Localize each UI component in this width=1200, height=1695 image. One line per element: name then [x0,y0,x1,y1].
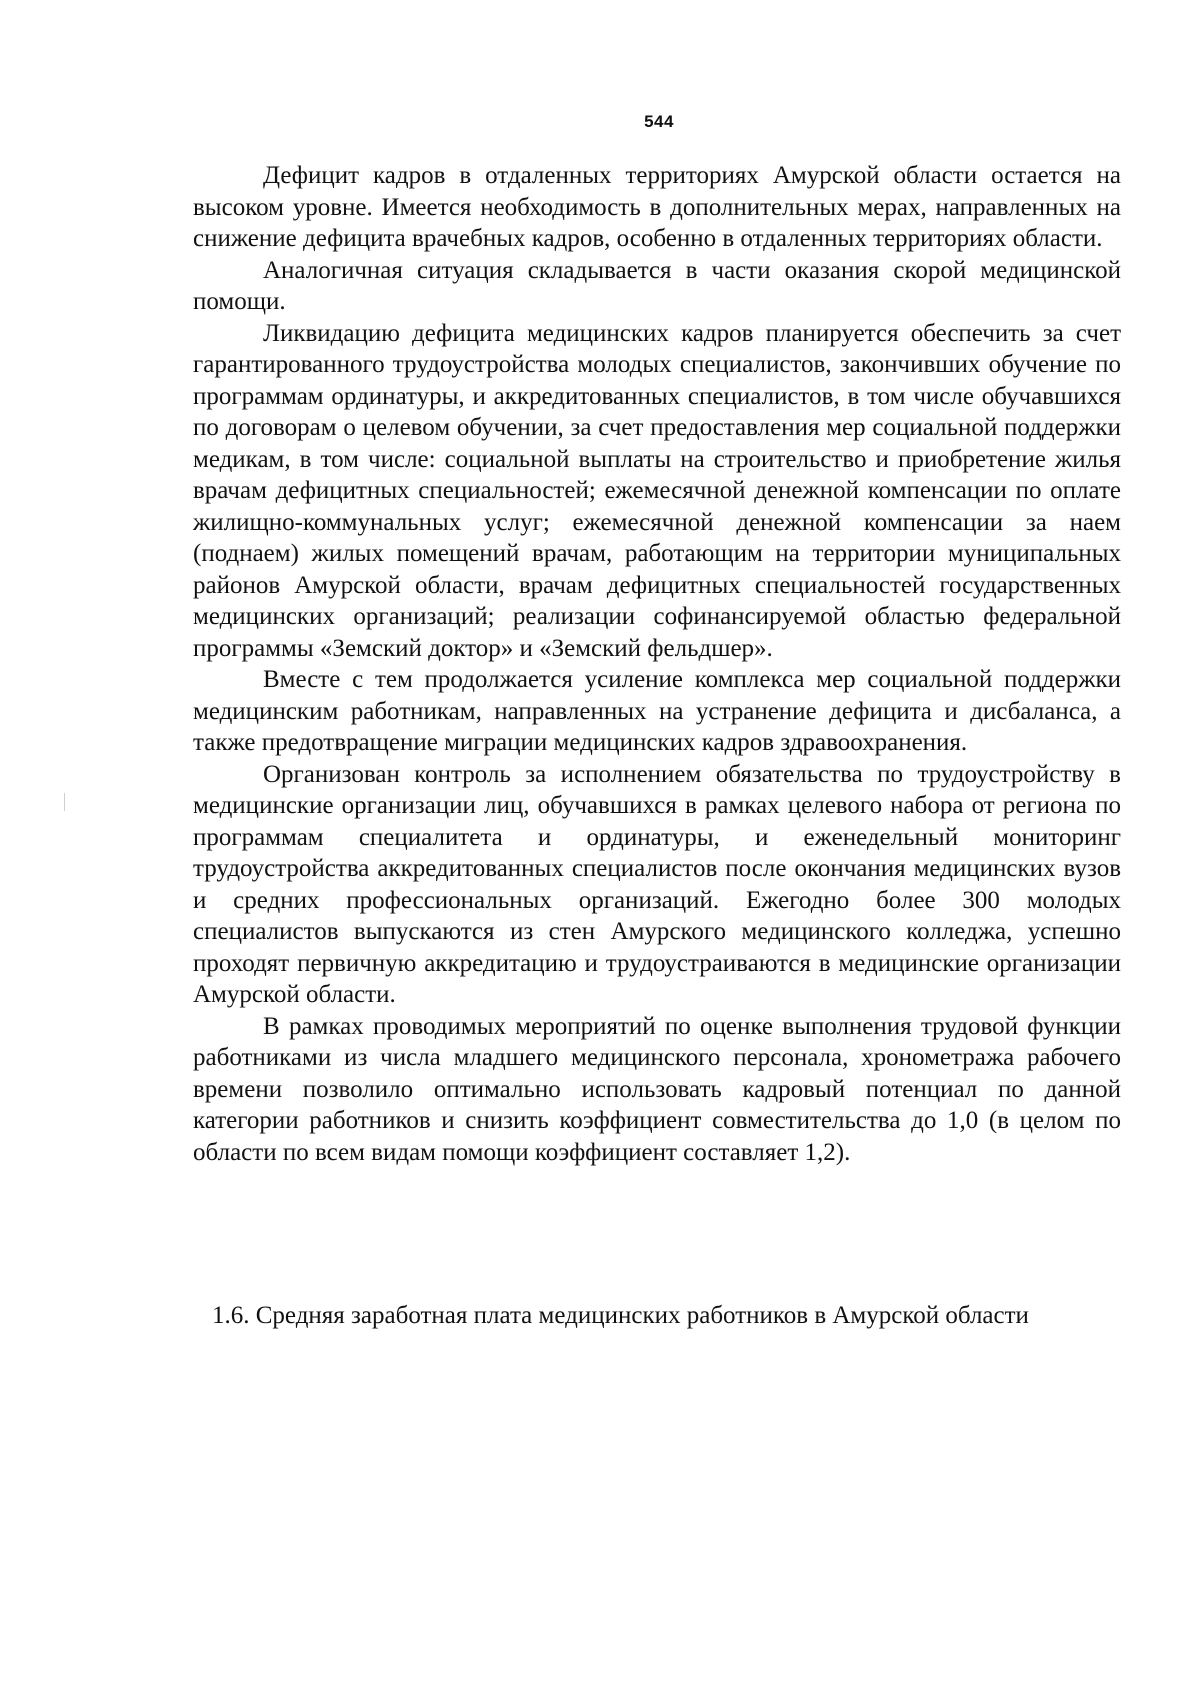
page-number: 544 [644,112,674,131]
paragraph: Аналогичная ситуация складывается в части оказания скорой медицинской помощи. [193,256,1121,315]
scan-artifact [64,793,65,811]
paragraph: Ликвидацию дефицита медицинских кадров планируется обеспечить за счет гарантированного трудоустройства молодых специалистов, закончивших обучение по программам ординатуры, и аккредитованных специалистов, в том числе обучавшихся по договорам о целевом обучении, за счет предоставления мер социальной поддержки медикам, в том числе: социальной выплаты на строительство и приобретение жилья врачам дефицитных специальностей; ежемесячной денежной компенсации по оплате жилищно-коммунальных услуг; ежемесячной денежной компенсации за наем (поднаем) жилых помещений врачам, работающим на территории муниципальных районов Амурской области, врачам дефицитных специальностей государственных медицинских организаций; реализации софинансируемой областью федеральной программы «Земский доктор» и «Земский фельдшер». [193,319,1121,662]
section-heading: 1.6. Средняя заработная плата медицинских работников в Амурской области [212,1302,1029,1329]
body-text [193,160,1121,1168]
paragraph: В рамках проводимых мероприятий по оценке выполнения трудовой функции работниками из числа младшего медицинского персонала, хронометража рабочего времени позволило оптимально использовать кадровый потенциал по данной категории работников и снизить коэффициент совместительства до 1,0 (в целом по области по всем видам помощи коэффициент составляет 1,2). [193,1012,1121,1166]
paragraph: Вместе с тем продолжается усиление комплекса мер социальной поддержки медицинским работникам, направленных на устранение дефицита и дисбаланса, а также предотвращение миграции медицинских кадров здравоохранения. [193,666,1121,756]
paragraph: Организован контроль за исполнением обязательства по трудоустройству в медицинские организации лиц, обучавшихся в рамках целевого набора от региона по программам специалитета и ординатуры, и еженедельный мониторинг трудоустройства аккредитованных специалистов после окончания медицинских вузов и средних профессиональных организаций. Ежегодно более 300 молодых специалистов выпускаются из стен Амурского медицинского колледжа, успешно проходят первичную аккредитацию и трудоустраиваются в медицинские организации Амурской области. [193,760,1121,1008]
paragraph: Дефицит кадров в отдаленных территориях Амурской области остается на высоком уровне. Имеется необходимость в дополнительных мерах, направленных на снижение дефицита врачебных кадров, особенно в отдаленных территориях области. [193,162,1121,252]
